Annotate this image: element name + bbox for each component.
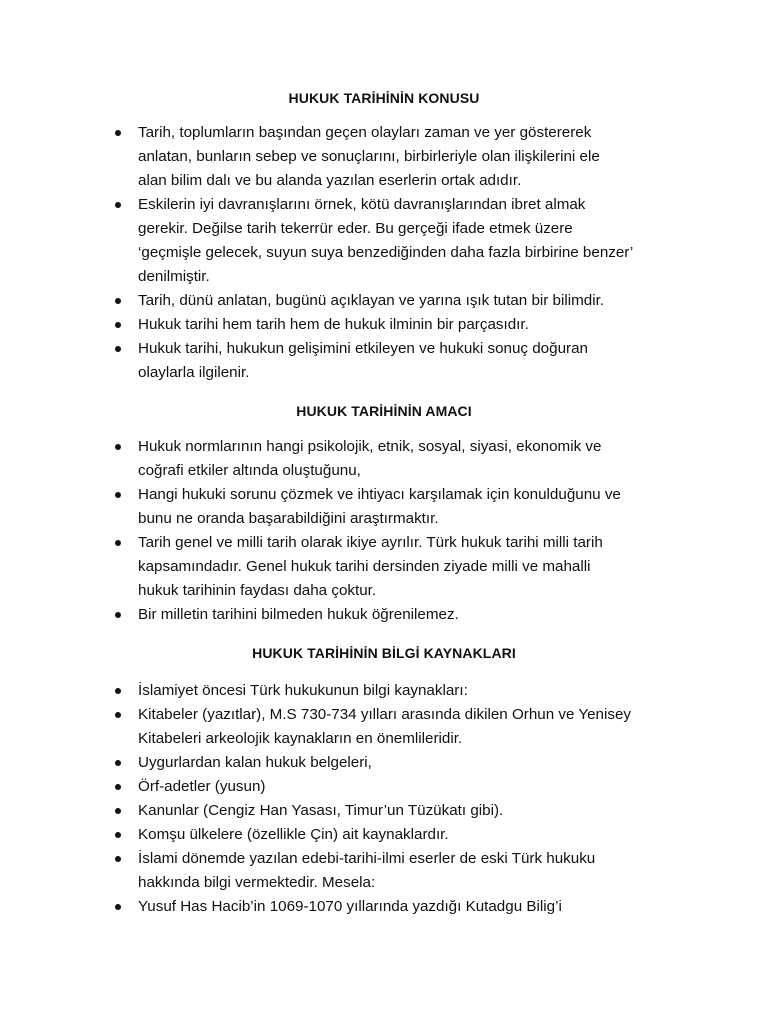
bullet-list-amaci (112, 435, 672, 627)
bullet-list-konusu (112, 121, 672, 385)
list-item: İslamiyet öncesi Türk hukukunun bilgi kaynakları: (112, 679, 672, 703)
section-heading-bilgi-kaynaklari: HUKUK TARİHİNİN BİLGİ KAYNAKLARI (252, 645, 516, 661)
list-item: Tarih, dünü anlatan, bugünü açıklayan ve yarına ışık tutan bir bilimdir. (112, 289, 672, 313)
list-item: Yusuf Has Hacib’in 1069-1070 yıllarında yazdığı Kutadgu Bilig’i (112, 895, 672, 919)
list-item: Kanunlar (Cengiz Han Yasası, Timur’un Tüzükatı gibi). (112, 799, 672, 823)
list-item: Kitabeler (yazıtlar), M.S 730-734 yılları arasında dikilen Orhun ve Yenisey Kitabeleri arkeolojik kaynakların en önemlileridir. (112, 703, 672, 751)
list-item: Komşu ülkelere (özellikle Çin) ait kaynaklardır. (112, 823, 672, 847)
list-item: Tarih, toplumların başından geçen olayları zaman ve yer göstererek anlatan, bunların sebep ve sonuçlarını, birbirleriyle olan ilişkilerini ele alan bilim dalı ve bu alanda yazılan eserlerin ortak adıdır. (112, 121, 672, 193)
bullet-list-bilgi-kaynaklari (112, 679, 672, 919)
section-heading-amaci: HUKUK TARİHİNİN AMACI (296, 403, 472, 419)
section-heading-konusu: HUKUK TARİHİNİN KONUSU (288, 90, 480, 106)
list-item: Bir milletin tarihini bilmeden hukuk öğrenilemez. (112, 603, 672, 627)
list-item: Eskilerin iyi davranışlarını örnek, kötü davranışlarından ibret almak gerekir. Değilse tarih tekerrür eder. Bu gerçeği ifade etmek üzere ‘geçmişle gelecek, suyun suya benzediğinden daha fazla birbirine benzer’ denilmiştir. (112, 193, 672, 289)
list-item: Hukuk tarihi hem tarih hem de hukuk ilminin bir parçasıdır. (112, 313, 672, 337)
list-item: Hukuk normlarının hangi psikolojik, etnik, sosyal, siyasi, ekonomik ve coğrafi etkiler altında oluştuğunu, (112, 435, 672, 483)
list-item: Hukuk tarihi, hukukun gelişimini etkileyen ve hukuki sonuç doğuran olaylarla ilgilenir. (112, 337, 672, 385)
list-item: Örf-adetler (yusun) (112, 775, 672, 799)
list-item: Tarih genel ve milli tarih olarak ikiye ayrılır. Türk hukuk tarihi milli tarih kapsamındadır. Genel hukuk tarihi dersinden ziyade milli ve mahalli hukuk tarihinin faydası daha çoktur. (112, 531, 672, 603)
list-item: Uygurlardan kalan hukuk belgeleri, (112, 751, 672, 775)
list-item: Hangi hukuki sorunu çözmek ve ihtiyacı karşılamak için konulduğunu ve bunu ne oranda başarabildiğini araştırmaktır. (112, 483, 672, 531)
list-item: İslami dönemde yazılan edebi-tarihi-ilmi eserler de eski Türk hukuku hakkında bilgi vermektedir. Mesela: (112, 847, 672, 895)
